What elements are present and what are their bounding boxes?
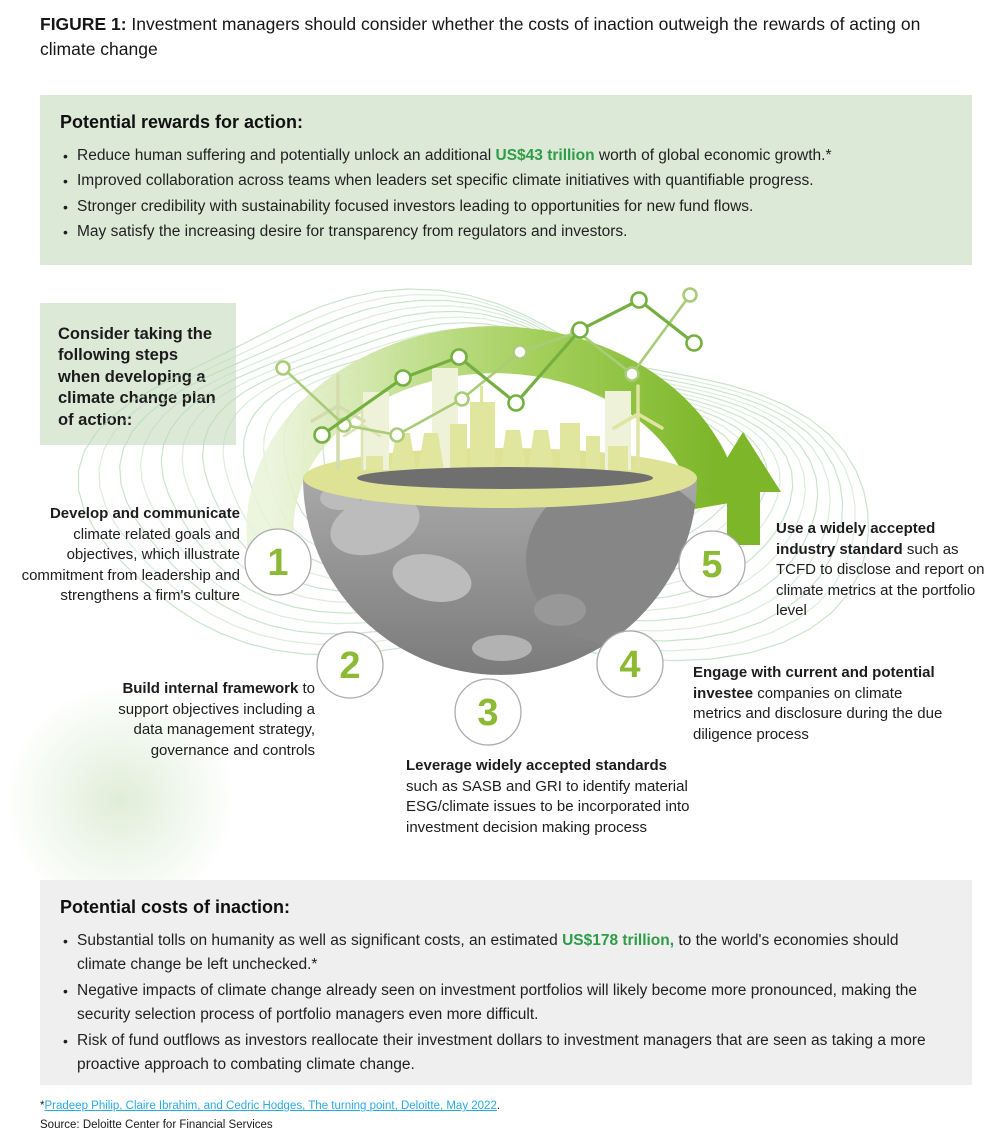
- steps-intro-text: Consider taking the following steps when developing a climate change plan of action:: [58, 325, 216, 429]
- footnote-source: Source: Deloitte Center for Financial Services: [40, 1118, 273, 1131]
- svg-text:5: 5: [701, 544, 723, 586]
- step-rest: companies on climate metrics and disclosure during the due diligence process: [693, 684, 943, 743]
- step-circle-2: [317, 632, 383, 698]
- footnote-period: .: [496, 1100, 501, 1112]
- svg-text:1: 1: [267, 542, 289, 584]
- step-bold-lead: Leverage widely accepted standards: [406, 757, 667, 774]
- step-rest: to support objectives including a data management strategy, governance and controls: [118, 680, 315, 759]
- bullet-text: to the world's economies should climate change be left unchecked.*: [77, 932, 899, 974]
- step-bold-lead: Build internal framework: [122, 680, 299, 697]
- step-rest: such as TCFD to disclose and report on climate metrics at the portfolio level: [776, 540, 985, 620]
- costs-bullet: [62, 929, 946, 978]
- step-circle-3: [455, 679, 521, 745]
- costs-bullet: [62, 979, 946, 1028]
- bullet-text: Reduce human suffering and potentially unlock an additional: [77, 147, 496, 164]
- costs-box: [40, 880, 972, 1085]
- svg-text:4: 4: [619, 644, 641, 686]
- figure-label: FIGURE 1:: [40, 14, 127, 34]
- rewards-bullet: [62, 144, 946, 168]
- step-bold-lead: Develop and communicate: [49, 505, 240, 522]
- footnote-reference: [40, 1097, 960, 1116]
- rewards-heading: Potential rewards for action:: [60, 112, 304, 132]
- bullet-text: May satisfy the increasing desire for transparency from regulators and investors.: [77, 223, 628, 241]
- bullet-text: Stronger credibility with sustainability focused investors leading to opportunities for new fund flows.: [77, 197, 754, 215]
- figure-title: [40, 12, 950, 61]
- costs-heading: Potential costs of inaction:: [60, 897, 291, 917]
- step-circle-5: [679, 531, 745, 597]
- bullet-text: Negative impacts of climate change already seen on investment portfolios will likely become more pronounced, making the security selection process of portfolio managers even more difficult.: [77, 981, 918, 1024]
- highlight-value: US$43 trillion: [495, 147, 595, 164]
- step-text-3: [406, 756, 698, 838]
- highlight-value: US$178 trillion,: [562, 932, 675, 949]
- rewards-bullet: [62, 220, 946, 244]
- step-rest: climate related goals and objectives, which illustrate commitment from leadership and strengthens a firm's culture: [21, 525, 240, 605]
- step-text-2: [93, 679, 315, 761]
- rewards-bullet: [62, 169, 946, 193]
- bullet-text: worth of global economic growth.*: [594, 147, 832, 164]
- svg-text:2: 2: [339, 645, 361, 687]
- bullet-text: Substantial tolls on humanity as well as significant costs, an estimated: [77, 932, 563, 949]
- step-circle-1: [245, 529, 311, 595]
- step-bold-lead: Engage with current and potential investee: [693, 664, 935, 702]
- step-bold-lead: Use a widely accepted industry standard: [776, 520, 936, 558]
- costs-bullet: [62, 1029, 946, 1078]
- rewards-box: [40, 95, 972, 265]
- footnote-asterisk: *: [40, 1100, 45, 1112]
- footnote-link[interactable]: Pradeep Philip, Claire Ibrahim, and Cedric Hodges, The turning point, Deloitte, May 2022: [44, 1100, 497, 1112]
- bullet-text: Risk of fund outflows as investors reallocate their investment dollars to investment managers that are seen as taking a more proactive approach to combating climate change.: [77, 1031, 926, 1074]
- step-circle-4: [597, 631, 663, 697]
- rewards-bullet: [62, 195, 946, 219]
- step-rest: such as SASB and GRI to identify material ESG/climate issues to be incorporated into investment decision making process: [406, 777, 690, 836]
- step-text-1: [18, 504, 240, 607]
- step-text-5: [776, 519, 992, 622]
- rewards-bullet-list: [40, 142, 972, 245]
- costs-bullet-list: [40, 927, 972, 1078]
- globe-inner-ground: [357, 467, 653, 489]
- svg-text:3: 3: [477, 692, 499, 734]
- footnote: [40, 1097, 960, 1135]
- bullet-text: Improved collaboration across teams when leaders set specific climate initiatives with quantifiable progress.: [77, 172, 814, 190]
- step-text-4: [693, 663, 945, 745]
- figure-title-text: Investment managers should consider whether the costs of inaction outweigh the rewards of acting on climate change: [40, 14, 921, 59]
